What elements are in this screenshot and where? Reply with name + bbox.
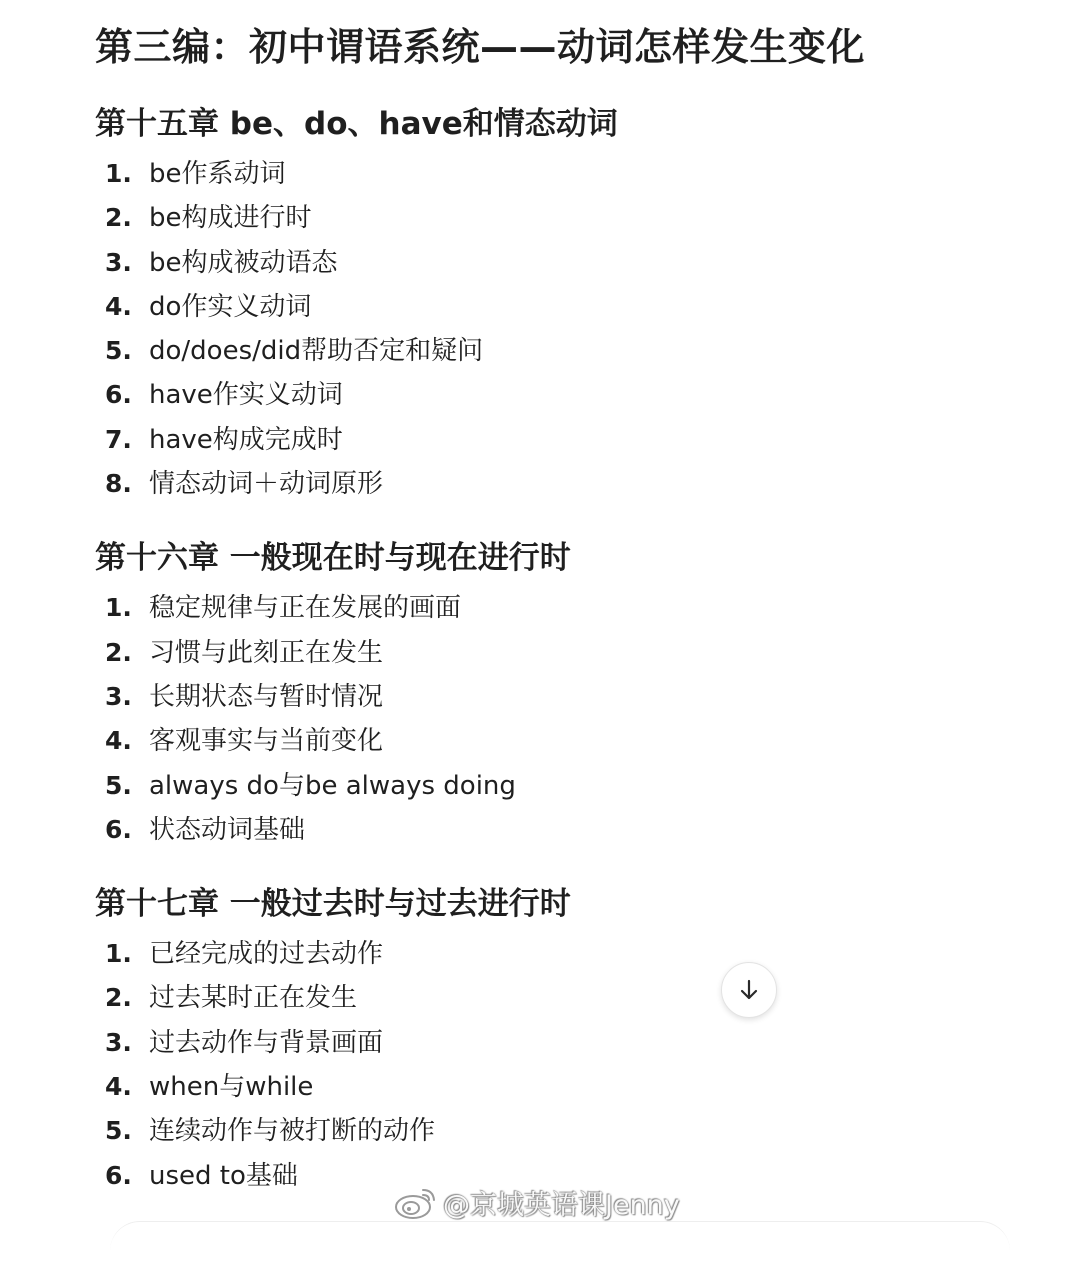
input-box-edge [110,1221,1010,1262]
list-item [95,631,995,675]
scroll-down-button[interactable] [721,962,777,1018]
item-text: 状态动词基础 [149,814,306,845]
item-number: 3. [105,247,132,277]
item-text: 稳定规律与正在发展的画面 [149,593,462,624]
list-item [95,1109,995,1153]
item-text: 已经完成的过去动作 [149,939,384,970]
item-number: 6. [105,380,132,410]
item-number: 3. [105,1027,132,1057]
item-text: be构成进行时 [149,203,312,234]
item-number: 5. [105,770,132,800]
item-number: 4. [105,1072,132,1102]
list-item [95,285,995,329]
item-number: 8. [105,469,132,499]
item-text: when与while [149,1072,314,1103]
item-number: 2. [105,203,132,233]
item-number: 2. [105,983,132,1013]
list-item [95,675,995,719]
item-number: 5. [105,1116,132,1146]
item-text: always do与be always doing [149,770,516,801]
item-number: 3. [105,681,132,711]
chapter-list [95,586,995,852]
list-item [95,976,995,1020]
list-item [95,764,995,808]
item-number: 1. [105,593,132,623]
chapter-title: 第十七章 一般过去时与过去进行时 [95,886,571,923]
list-item [95,196,995,240]
chapter-title: 第十五章 be、do、have和情态动词 [95,106,618,142]
list-item [95,373,995,417]
item-number: 1. [105,939,132,969]
item-text: 过去动作与背景画面 [149,1027,384,1058]
item-text: be构成被动语态 [149,247,338,278]
document-content [95,18,995,1198]
item-number: 1. [105,159,132,188]
item-number: 5. [105,336,132,366]
watermark [393,1180,680,1224]
item-text: 过去某时正在发生 [149,983,358,1014]
chapter-15 [95,102,995,506]
item-text: do作实义动词 [149,291,312,322]
item-text: do/does/did帮助否定和疑问 [149,336,484,367]
item-text: 连续动作与被打断的动作 [149,1116,436,1147]
chapter-list [95,932,995,1198]
item-text: be作系动词 [149,159,286,189]
chapter-17 [95,882,995,1198]
chapter-title: 第十六章 一般现在时与现在进行时 [95,540,571,577]
list-item [95,719,995,763]
weibo-logo-icon [393,1182,439,1222]
page-title: 第三编：初中谓语系统——动词怎样发生变化 [95,25,866,69]
item-text: have构成完成时 [149,424,343,455]
list-item [95,241,995,285]
item-number: 4. [105,291,132,321]
item-text: 长期状态与暂时情况 [149,681,384,712]
list-item [95,152,995,196]
list-item [95,462,995,506]
list-item [95,329,995,373]
item-text: 客观事实与当前变化 [149,726,384,757]
chapter-16 [95,536,995,852]
watermark-text: @京城英语课Jenny [443,1189,680,1221]
list-item [95,1021,995,1065]
list-item [95,808,995,852]
item-number: 6. [105,814,132,844]
list-item [95,586,995,630]
item-text: used to基础 [149,1160,298,1191]
item-number: 6. [105,1160,132,1190]
item-text: 情态动词＋动词原形 [149,469,384,500]
list-item [95,1065,995,1109]
item-number: 4. [105,726,132,756]
item-text: 习惯与此刻正在发生 [149,637,384,668]
arrow-down-icon [736,977,762,1003]
chapter-list [95,152,995,506]
item-number: 2. [105,637,132,667]
item-text: have作实义动词 [149,380,343,411]
list-item [95,932,995,976]
item-number: 7. [105,424,132,454]
list-item [95,418,995,462]
